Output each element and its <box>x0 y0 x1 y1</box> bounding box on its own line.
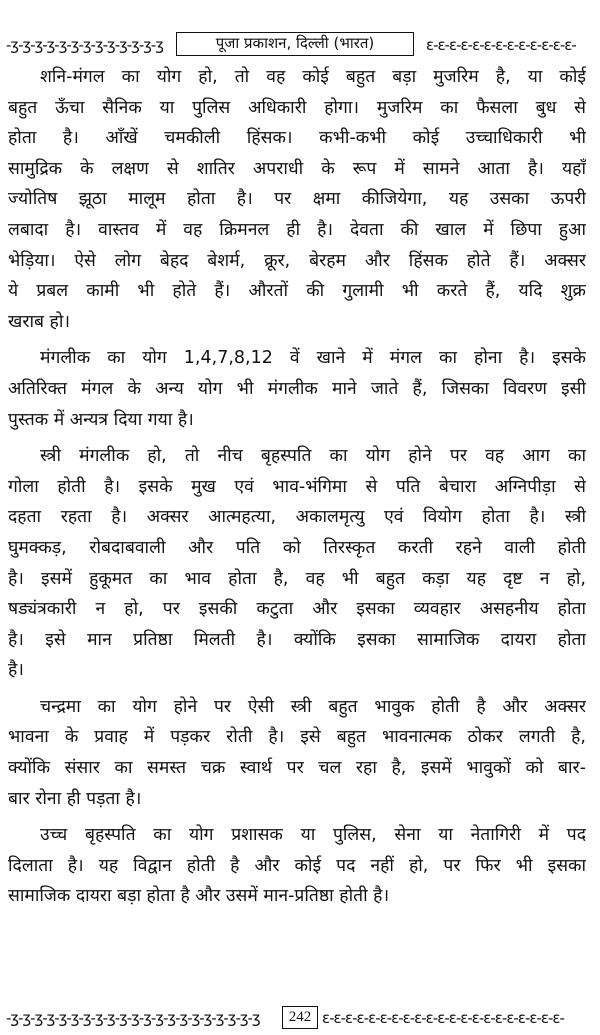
publisher-title: पूजा प्रकाशन, दिल्ली (भारत) <box>176 32 414 56</box>
text-line: ये प्रबल कामी भी होते हैं। औरतों की गुलामी भी करते हैं, यदि शुक्र <box>8 281 586 302</box>
page-header <box>6 32 594 58</box>
paragraph <box>8 441 586 686</box>
text-line: सामाजिक दायरा बड़ा होता है और उसमें मान-प्रतिष्ठा होती है। <box>8 886 390 907</box>
paragraph <box>8 343 586 435</box>
text-line: षड्यंत्रकारी न हो, पर इसकी कटुता और इसका व्यवहार असहनीय होता <box>8 599 586 620</box>
text-line: मंगलीक का योग 1,4,7,8,12 वें खाने में मंगल का होना है। इसके <box>40 348 586 369</box>
footer-ornament-right: ɛ-ɛ-ɛ-ɛ-ɛ-ɛ-ɛ-ɛ-ɛ-ɛ-ɛ-ɛ-ɛ-ɛ-ɛ-ɛ-ɛ-ɛ-ɛ-ɛ-ɛ- <box>322 1009 564 1027</box>
body-text <box>8 62 586 912</box>
text-line: खराब हो। <box>8 311 71 332</box>
text-line: है। इसे मान प्रतिष्ठा मिलती है। क्योंकि इसका सामाजिक दायरा होता <box>8 629 586 650</box>
text-line: बार रोना ही पड़ता है। <box>8 788 142 809</box>
text-line: बहुत ऊँचा सैनिक या पुलिस अधिकारी होगा। मुजरिम का फैसला बुध से <box>8 97 586 118</box>
text-line: पुस्तक में अन्यत्र दिया गया है। <box>8 409 194 430</box>
text-line: चन्द्रमा का योग होने पर ऐसी स्त्री बहुत भावुक होती है और अक्सर <box>40 696 586 717</box>
text-line: शनि-मंगल का योग हो, तो वह कोई बहुत बड़ा मुजरिम है, या कोई <box>40 67 586 87</box>
header-ornament-left: -ʒ-ʒ-ʒ-ʒ-ʒ-ʒ-ʒ-ʒ-ʒ-ʒ-ʒ-ʒ-ʒ <box>6 36 164 54</box>
paragraph <box>8 62 586 337</box>
paragraph <box>8 820 586 912</box>
text-line: है। इसमें हुकूमत का भाव होता है, वह भी बहुत कड़ा यह दृष्ट न हो, <box>8 568 586 589</box>
text-line: दिलाता है। यह विद्वान होती है और कोई पद नहीं हो, पर फिर भी इसका <box>8 855 586 876</box>
text-line: भावना के प्रवाह में पड़कर रोती है। इसे बहुत भावनात्मक ठोकर लगती है, <box>8 727 586 748</box>
text-line: स्त्री मंगलीक हो, तो नीच बृहस्पति का योग होने पर वह आग का <box>40 446 586 467</box>
text-line: अतिरिक्त मंगल के अन्य योग भी मंगलीक माने जाते हैं, जिसका विवरण इसी <box>8 378 586 399</box>
page-number: 242 <box>282 1006 318 1029</box>
page-footer <box>6 1005 594 1031</box>
text-line: घुमक्कड़, रोबदाबवाली और पति को तिरस्कृत करती रहने वाली होती <box>8 537 586 558</box>
text-line: सामुद्रिक के लक्षण से शातिर अपराधी के रूप में सामने आता है। यहाँ <box>8 158 586 179</box>
header-ornament-right: ɛ-ɛ-ɛ-ɛ-ɛ-ɛ-ɛ-ɛ-ɛ-ɛ-ɛ-ɛ-ɛ- <box>426 36 576 54</box>
text-line: उच्च बृहस्पति का योग प्रशासक या पुलिस, सेना या नेतागिरी में पद <box>40 825 586 846</box>
text-line: दहता रहता है। अक्सर आत्महत्या, अकालमृत्यु एवं वियोग होता है। स्त्री <box>8 507 586 528</box>
text-line: होता है। आँखें चमकीली हिंसक। कभी-कभी कोई उच्चाधिकारी भी <box>8 128 586 149</box>
footer-ornament-left: -ʒ-ʒ-ʒ-ʒ-ʒ-ʒ-ʒ-ʒ-ʒ-ʒ-ʒ-ʒ-ʒ-ʒ-ʒ-ʒ-ʒ-ʒ-ʒ-ʒ-ʒ <box>6 1009 260 1027</box>
text-line: ज्योतिष झूठा मालूम होता है। पर क्षमा कीजियेगा, यह उसका ऊपरी <box>8 189 586 210</box>
text-line: क्योंकि संसार का समस्त चक्र स्वार्थ पर चल रहा है, इसमें भावुकों को बार- <box>8 758 586 779</box>
text-line: है। <box>8 660 24 681</box>
paragraph <box>8 692 586 814</box>
text-line: लबादा है। वास्तव में वह क्रिमनल ही है। देवता की खाल में छिपा हुआ <box>8 219 586 240</box>
text-line: भेड़िया। ऐसे लोग बेहद बेशर्म, क्रूर, बेरहम और हिंसक होते हैं। अक्सर <box>8 250 586 271</box>
text-line: गोला होती है। इसके मुख एवं भाव-भंगिमा से पति बेचारा अग्निपीड़ा से <box>8 476 586 497</box>
